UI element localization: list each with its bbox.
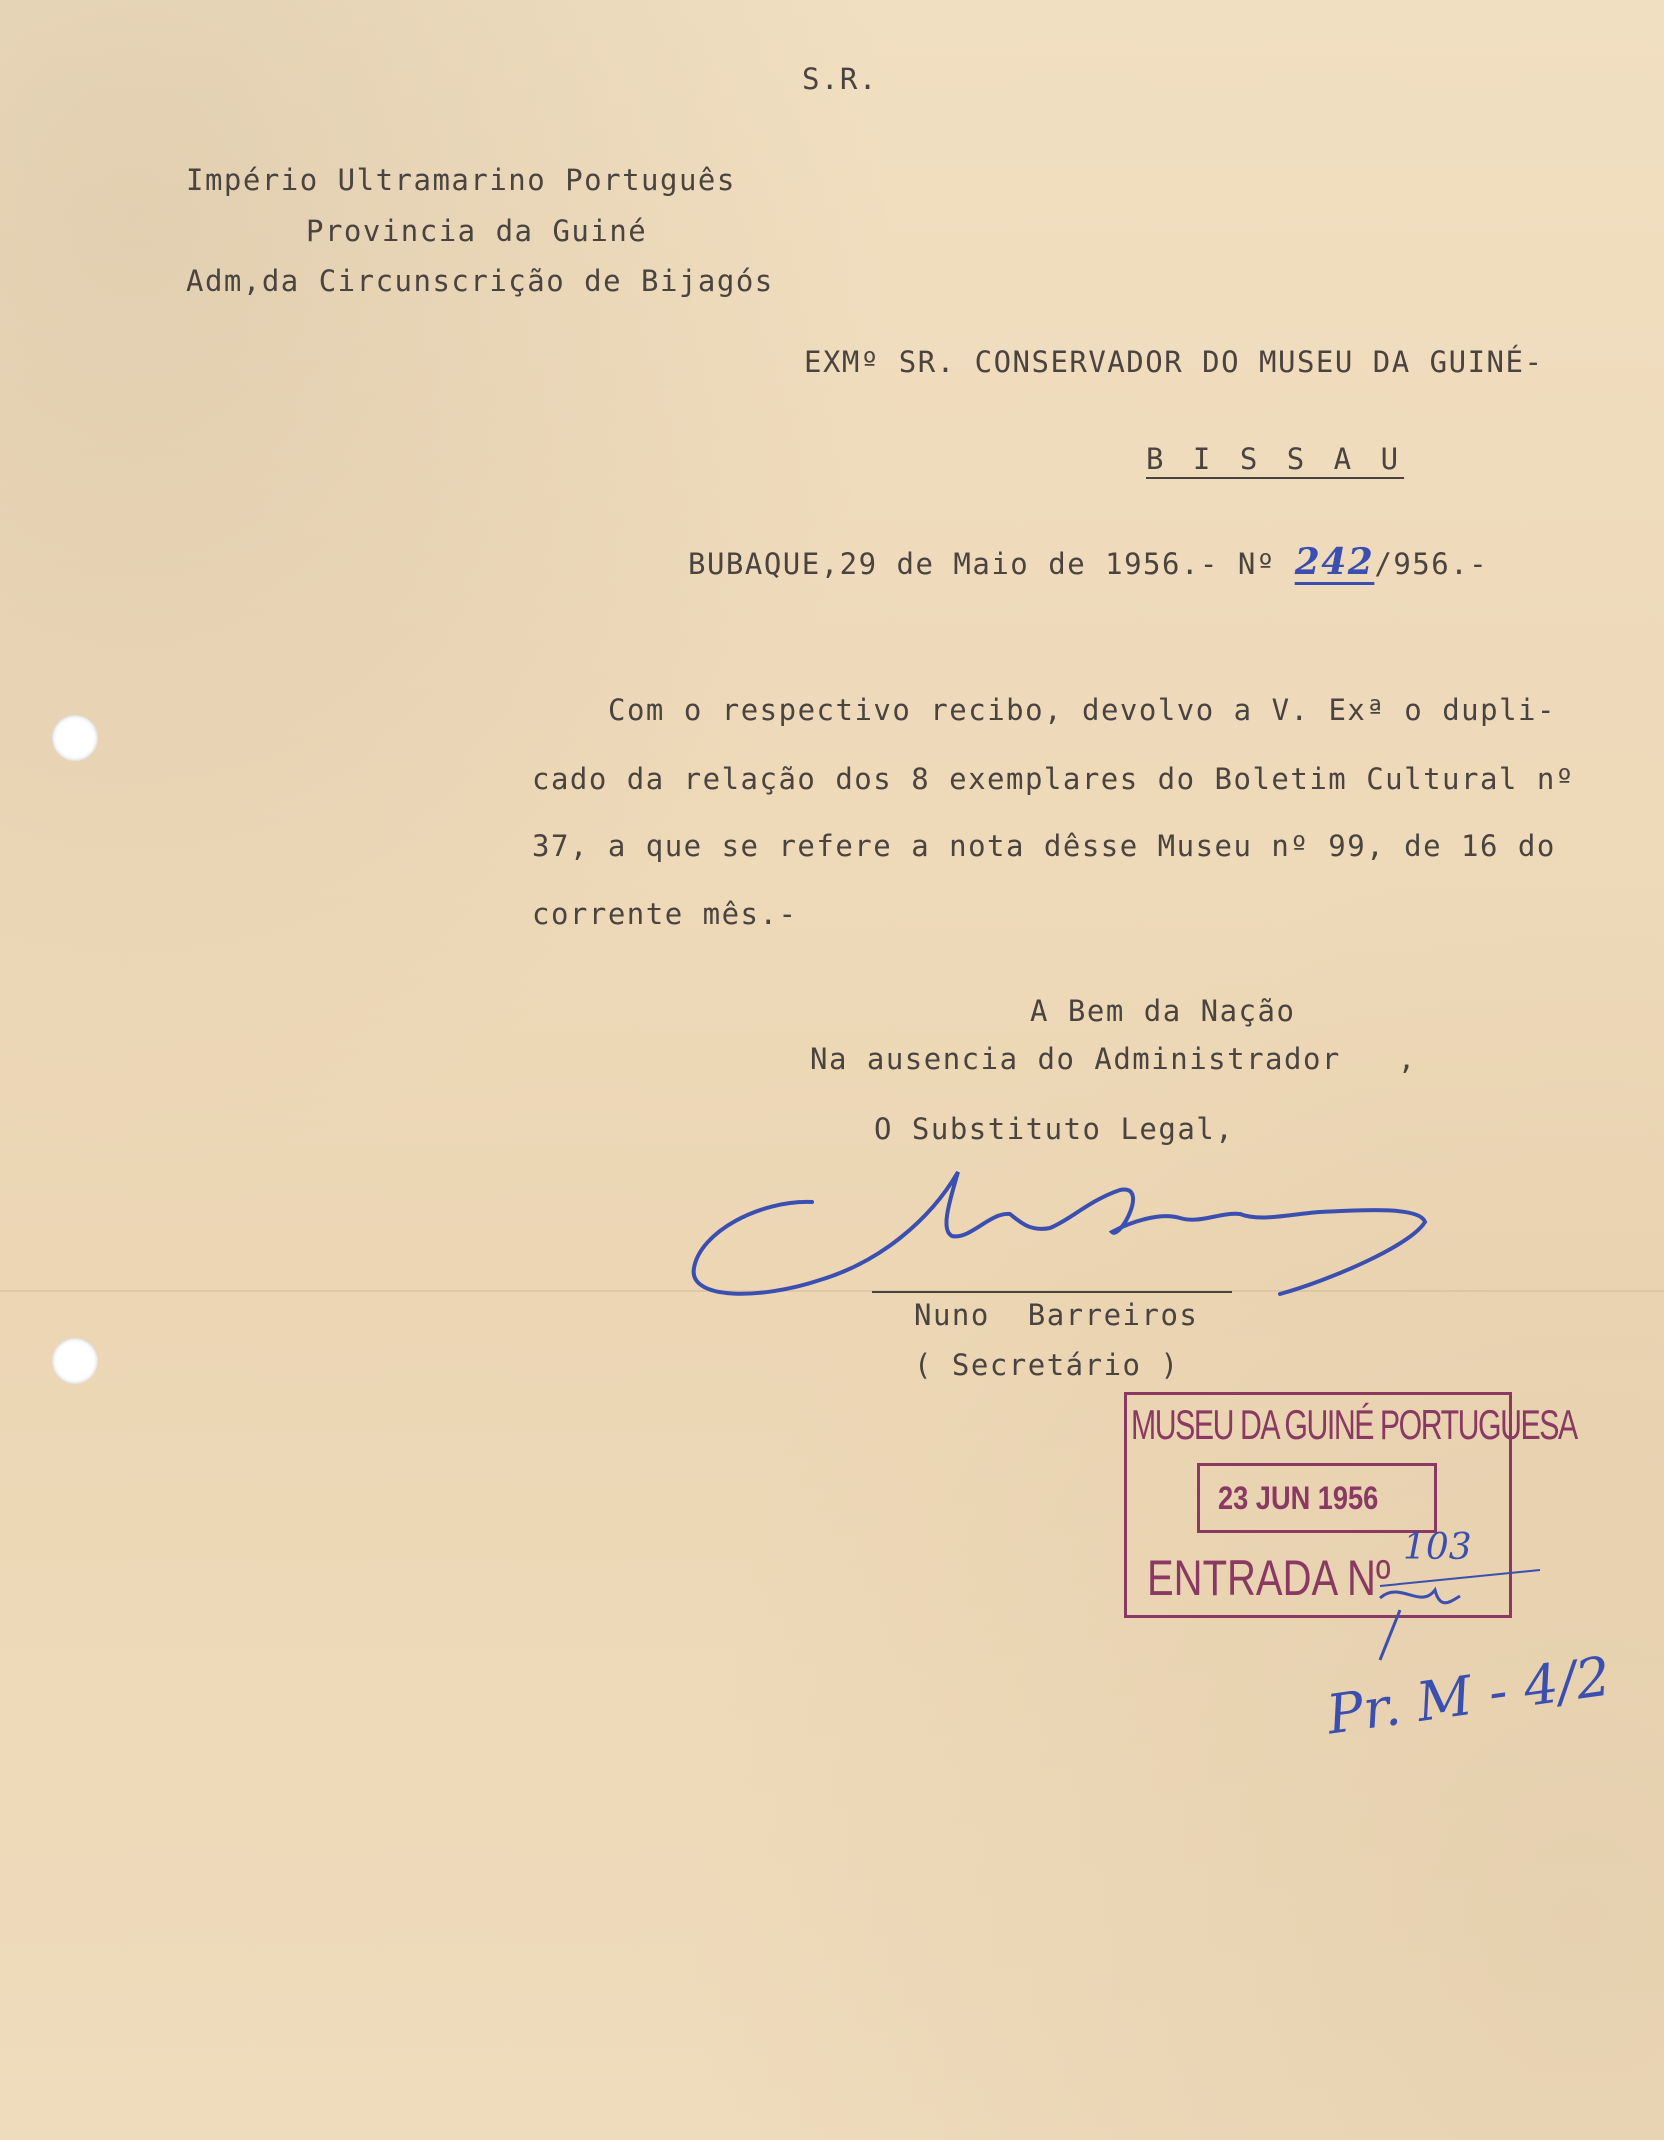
dateline-prefix: BUBAQUE,29 de Maio de 1956.- Nº xyxy=(688,547,1295,581)
sender-line-2: Provincia da Guiné xyxy=(306,214,648,248)
handwritten-annotation: Pr. M - 4/2 xyxy=(1323,1644,1615,1747)
sender-line-1: Império Ultramarino Português xyxy=(186,163,736,197)
closing-line-2: Na ausencia do Administrador , xyxy=(810,1042,1417,1076)
body-line-2: cado da relação dos 8 exemplares do Boletim Cultural nº xyxy=(532,762,1575,796)
body-line-1: Com o respectivo recibo, devolvo a V. Exª o dupli- xyxy=(608,693,1556,727)
signatory-title: ( Secretário ) xyxy=(914,1348,1180,1382)
recipient-line: EXMº SR. CONSERVADOR DO MUSEU DA GUINÉ- xyxy=(804,345,1544,379)
closing-line-3: O Substituto Legal, xyxy=(874,1112,1235,1146)
stamp-museum-name: MUSEU DA GUINÉ PORTUGUESA xyxy=(1131,1401,1577,1448)
stamp-date: 23 JUN 1956 xyxy=(1218,1480,1379,1516)
sender-line-3: Adm,da Circunscrição de Bijagós xyxy=(186,264,774,298)
signatory-name: Nuno Barreiros xyxy=(914,1298,1199,1332)
closing-line-1: A Bem da Nação xyxy=(1030,994,1296,1028)
body-line-4: corrente mês.- xyxy=(532,897,798,931)
body-line-3: 37, a que se refere a nota dêsse Museu nº 99, de 16 do xyxy=(532,829,1556,863)
dateline-number: 242 xyxy=(1294,541,1375,583)
recipient-city: B I S S A U xyxy=(1146,442,1405,476)
dateline-suffix: /956.- xyxy=(1374,547,1489,581)
header-sr: S.R. xyxy=(802,62,878,96)
stamp-entrada-number: 103 xyxy=(1403,1527,1472,1568)
stamp-entrada-label: ENTRADA Nº xyxy=(1147,1550,1391,1606)
